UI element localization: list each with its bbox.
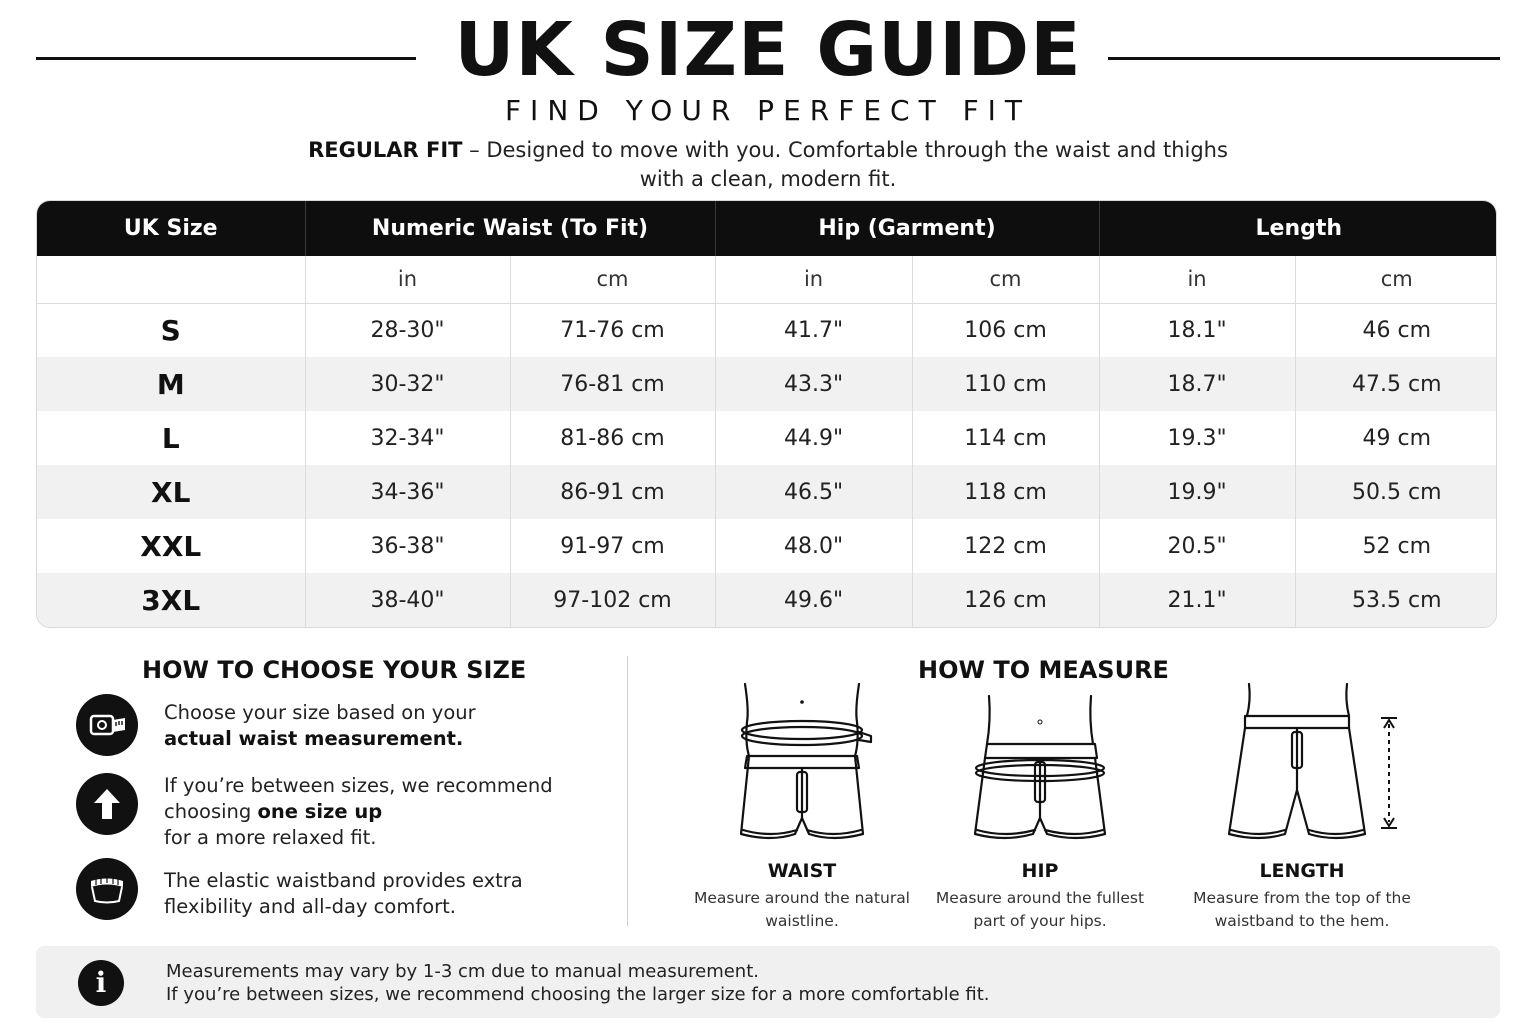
size-cell: L [37, 411, 305, 465]
measure-hip [915, 680, 1165, 930]
title-row [0, 7, 1536, 93]
measure-cell: 21.1" [1099, 573, 1295, 627]
measure-length [1177, 680, 1427, 930]
measure-cell: 18.7" [1099, 357, 1295, 411]
title-rule-left [36, 57, 416, 60]
waist-caption: Measure around the natural waistline. [694, 889, 910, 930]
page-subtitle: FIND YOUR PERFECT FIT [504, 94, 1032, 127]
unit-cell: cm [1295, 256, 1497, 303]
measure-cell: 50.5 cm [1295, 465, 1497, 519]
waistband-icon [76, 858, 138, 920]
choose-title: HOW TO CHOOSE YOUR SIZE [142, 656, 527, 684]
table-row [37, 303, 1497, 357]
section-divider [627, 656, 628, 926]
tip-waistband-text: The elastic waistband provides extra flexibility and all-day comfort. [164, 869, 523, 918]
measure-cell: 122 cm [912, 519, 1099, 573]
unit-cell: in [715, 256, 912, 303]
measure-cell: 97-102 cm [510, 573, 715, 627]
measure-cell: 49.6" [715, 573, 912, 627]
fit-desc-line2: with a clean, modern fit. [639, 167, 897, 191]
header-hip: Hip (Garment) [715, 201, 1099, 256]
title-rule-right [1108, 57, 1500, 60]
table-row [37, 519, 1497, 573]
fit-desc-line1: – Designed to move with you. Comfortable through the waist and thighs [469, 138, 1228, 162]
measure-cell: 46.5" [715, 465, 912, 519]
measure-cell: 76-81 cm [510, 357, 715, 411]
measure-cell: 114 cm [912, 411, 1099, 465]
length-caption: Measure from the top of the waistband to the hem. [1193, 889, 1411, 930]
measurement-note [36, 946, 1500, 1018]
measure-cell: 19.3" [1099, 411, 1295, 465]
size-cell: XXL [37, 519, 305, 573]
waist-figure-icon [677, 680, 927, 855]
note-line-1: Measurements may vary by 1-3 cm due to manual measurement. [166, 961, 759, 982]
measure-cell: 41.7" [715, 303, 912, 357]
unit-cell [37, 256, 305, 303]
measure-cell: 118 cm [912, 465, 1099, 519]
size-table [36, 200, 1497, 628]
measure-cell: 18.1" [1099, 303, 1295, 357]
size-cell: M [37, 357, 305, 411]
measure-cell: 47.5 cm [1295, 357, 1497, 411]
note-line-2: If you’re between sizes, we recommend choosing the larger size for a more comfortable fit. [166, 984, 990, 1005]
unit-cell: in [1099, 256, 1295, 303]
how-to-choose-section [60, 650, 580, 940]
table-row [37, 411, 1497, 465]
measure-cell: 38-40" [305, 573, 510, 627]
table-header-row [37, 201, 1497, 256]
table-row [37, 573, 1497, 627]
measure-cell: 48.0" [715, 519, 912, 573]
measure-cell: 34-36" [305, 465, 510, 519]
header-waist: Numeric Waist (To Fit) [305, 201, 715, 256]
table-row [37, 465, 1497, 519]
measure-cell: 28-30" [305, 303, 510, 357]
table-row [37, 357, 1497, 411]
measure-cell: 53.5 cm [1295, 573, 1497, 627]
tip-size-up-text: If you’re between sizes, we recommend choosing one size up for a more relaxed fit. [164, 774, 553, 849]
page-title: UK SIZE GUIDE [454, 7, 1082, 93]
measure-cell: 126 cm [912, 573, 1099, 627]
measure-cell: 49 cm [1362, 425, 1432, 451]
unit-cell: cm [510, 256, 715, 303]
measure-cell: 81-86 cm [510, 411, 715, 465]
measure-cell: 106 cm [912, 303, 1099, 357]
fit-description [268, 136, 1268, 194]
waist-label: WAIST [767, 860, 837, 882]
size-cell: 3XL [37, 573, 305, 627]
info-icon: i [78, 960, 124, 1006]
unit-cell: cm [912, 256, 1099, 303]
measure-cell: 30-32" [305, 357, 510, 411]
measure-cell: 43.3" [715, 357, 912, 411]
measure-cell: 86-91 cm [510, 465, 715, 519]
hip-label: HIP [1021, 860, 1059, 882]
header-uk-size: UK Size [37, 201, 305, 256]
measure-title: HOW TO MEASURE [918, 656, 1169, 684]
header-length: Length [1099, 201, 1497, 256]
measure-cell: 91-97 cm [510, 519, 715, 573]
measure-cell: 19.9" [1099, 465, 1295, 519]
measure-cell: 44.9" [715, 411, 912, 465]
size-cell: S [37, 303, 305, 357]
unit-cell: in [305, 256, 510, 303]
measure-cell: 110 cm [912, 357, 1099, 411]
units-row [37, 256, 1497, 303]
measure-cell: 36-38" [305, 519, 510, 573]
measure-cell: 46 cm [1362, 317, 1432, 343]
hip-caption: Measure around the fullest part of your hips. [935, 889, 1145, 930]
length-figure-icon [1177, 680, 1427, 855]
measure-cell: 71-76 cm [510, 303, 715, 357]
fit-label: REGULAR FIT [308, 138, 463, 162]
size-cell: XL [37, 465, 305, 519]
measure-cell: 32-34" [305, 411, 510, 465]
measure-waist [677, 680, 927, 930]
measuring-tape-icon [76, 694, 138, 756]
hip-figure-icon [915, 680, 1165, 855]
length-label: LENGTH [1259, 860, 1345, 882]
arrow-up-icon [76, 773, 138, 835]
measure-cell: 52 cm [1362, 533, 1432, 559]
measure-cell: 20.5" [1099, 519, 1295, 573]
tip-waist-text: Choose your size based on your actual waist measurement. [164, 701, 476, 750]
